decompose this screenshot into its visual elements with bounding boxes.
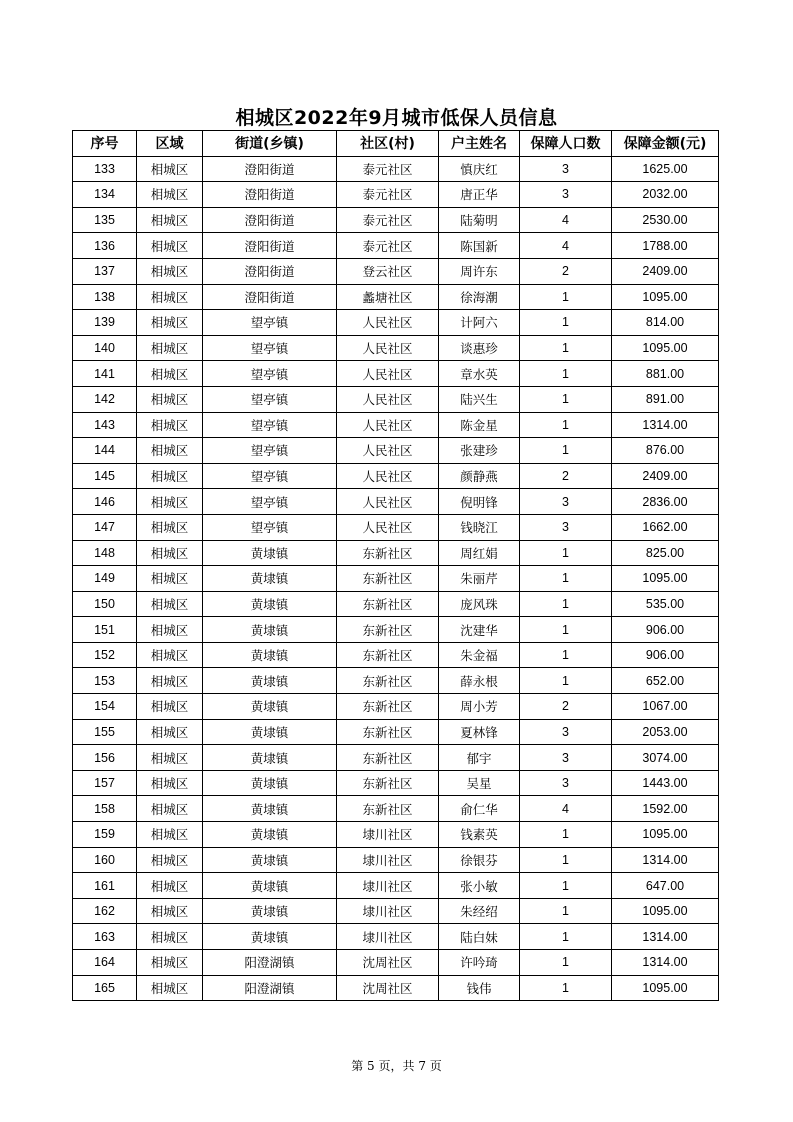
cell-persons: 1 xyxy=(520,540,612,566)
cell-persons: 1 xyxy=(520,335,612,361)
cell-street: 黄埭镇 xyxy=(203,694,337,720)
cell-community: 泰元社区 xyxy=(337,233,439,259)
cell-householder: 俞仁华 xyxy=(439,796,520,822)
table-row xyxy=(73,694,719,720)
table-row xyxy=(73,310,719,336)
cell-community: 埭川社区 xyxy=(337,924,439,950)
cell-persons: 4 xyxy=(520,796,612,822)
cell-community: 东新社区 xyxy=(337,796,439,822)
table-row xyxy=(73,412,719,438)
table-row xyxy=(73,361,719,387)
cell-persons: 1 xyxy=(520,284,612,310)
cell-street: 黄埭镇 xyxy=(203,591,337,617)
cell-index: 149 xyxy=(73,566,137,592)
cell-district: 相城区 xyxy=(137,770,203,796)
cell-community: 人民社区 xyxy=(337,386,439,412)
cell-community: 人民社区 xyxy=(337,438,439,464)
cell-district: 相城区 xyxy=(137,975,203,1001)
cell-householder: 颜静燕 xyxy=(439,463,520,489)
cell-street: 望亭镇 xyxy=(203,335,337,361)
cell-community: 埭川社区 xyxy=(337,873,439,899)
cell-community: 登云社区 xyxy=(337,258,439,284)
cell-householder: 朱经绍 xyxy=(439,898,520,924)
cell-community: 埭川社区 xyxy=(337,822,439,848)
cell-street: 黄埭镇 xyxy=(203,873,337,899)
cell-community: 东新社区 xyxy=(337,668,439,694)
cell-index: 161 xyxy=(73,873,137,899)
cell-persons: 1 xyxy=(520,438,612,464)
cell-community: 泰元社区 xyxy=(337,182,439,208)
cell-street: 望亭镇 xyxy=(203,489,337,515)
cell-persons: 1 xyxy=(520,950,612,976)
cell-community: 人民社区 xyxy=(337,489,439,515)
cell-street: 黄埭镇 xyxy=(203,540,337,566)
cell-district: 相城区 xyxy=(137,284,203,310)
cell-street: 澄阳街道 xyxy=(203,182,337,208)
table-row xyxy=(73,284,719,310)
cell-persons: 1 xyxy=(520,668,612,694)
cell-amount: 891.00 xyxy=(612,386,719,412)
cell-district: 相城区 xyxy=(137,924,203,950)
cell-amount: 1443.00 xyxy=(612,770,719,796)
header-amount: 保障金额(元) xyxy=(612,131,719,157)
cell-persons: 1 xyxy=(520,412,612,438)
cell-householder: 钱晓江 xyxy=(439,514,520,540)
cell-index: 154 xyxy=(73,694,137,720)
cell-index: 147 xyxy=(73,514,137,540)
cell-persons: 3 xyxy=(520,745,612,771)
cell-amount: 2409.00 xyxy=(612,463,719,489)
cell-persons: 3 xyxy=(520,156,612,182)
cell-index: 158 xyxy=(73,796,137,822)
cell-householder: 徐海潮 xyxy=(439,284,520,310)
cell-householder: 许吟琦 xyxy=(439,950,520,976)
cell-householder: 计阿六 xyxy=(439,310,520,336)
cell-district: 相城区 xyxy=(137,617,203,643)
header-index: 序号 xyxy=(73,131,137,157)
cell-amount: 1095.00 xyxy=(612,898,719,924)
cell-amount: 1095.00 xyxy=(612,975,719,1001)
cell-district: 相城区 xyxy=(137,822,203,848)
cell-community: 人民社区 xyxy=(337,335,439,361)
cell-community: 埭川社区 xyxy=(337,898,439,924)
cell-street: 澄阳街道 xyxy=(203,258,337,284)
cell-street: 阳澄湖镇 xyxy=(203,950,337,976)
cell-index: 142 xyxy=(73,386,137,412)
table-row xyxy=(73,822,719,848)
cell-amount: 1314.00 xyxy=(612,847,719,873)
cell-persons: 3 xyxy=(520,770,612,796)
cell-street: 望亭镇 xyxy=(203,310,337,336)
cell-street: 黄埭镇 xyxy=(203,668,337,694)
cell-district: 相城区 xyxy=(137,566,203,592)
cell-persons: 1 xyxy=(520,924,612,950)
cell-community: 人民社区 xyxy=(337,412,439,438)
cell-street: 望亭镇 xyxy=(203,386,337,412)
cell-community: 泰元社区 xyxy=(337,207,439,233)
cell-index: 134 xyxy=(73,182,137,208)
cell-persons: 3 xyxy=(520,514,612,540)
cell-district: 相城区 xyxy=(137,335,203,361)
cell-street: 望亭镇 xyxy=(203,438,337,464)
cell-district: 相城区 xyxy=(137,745,203,771)
table-header-row xyxy=(73,131,719,157)
table-row xyxy=(73,847,719,873)
table-row xyxy=(73,898,719,924)
cell-amount: 825.00 xyxy=(612,540,719,566)
cell-householder: 陈国新 xyxy=(439,233,520,259)
cell-index: 141 xyxy=(73,361,137,387)
cell-street: 黄埭镇 xyxy=(203,770,337,796)
cell-amount: 1592.00 xyxy=(612,796,719,822)
cell-community: 东新社区 xyxy=(337,591,439,617)
cell-index: 133 xyxy=(73,156,137,182)
cell-index: 139 xyxy=(73,310,137,336)
cell-index: 150 xyxy=(73,591,137,617)
cell-amount: 1625.00 xyxy=(612,156,719,182)
table-row xyxy=(73,540,719,566)
cell-amount: 906.00 xyxy=(612,642,719,668)
table-row xyxy=(73,642,719,668)
cell-householder: 周许东 xyxy=(439,258,520,284)
cell-index: 135 xyxy=(73,207,137,233)
cell-street: 阳澄湖镇 xyxy=(203,975,337,1001)
cell-persons: 2 xyxy=(520,258,612,284)
cell-householder: 张小敏 xyxy=(439,873,520,899)
cell-street: 望亭镇 xyxy=(203,463,337,489)
cell-district: 相城区 xyxy=(137,540,203,566)
table-row xyxy=(73,668,719,694)
cell-street: 黄埭镇 xyxy=(203,796,337,822)
cell-amount: 881.00 xyxy=(612,361,719,387)
table-row xyxy=(73,156,719,182)
cell-persons: 2 xyxy=(520,694,612,720)
cell-community: 埭川社区 xyxy=(337,847,439,873)
cell-householder: 章水英 xyxy=(439,361,520,387)
cell-street: 黄埭镇 xyxy=(203,924,337,950)
cell-district: 相城区 xyxy=(137,233,203,259)
cell-community: 东新社区 xyxy=(337,694,439,720)
cell-community: 人民社区 xyxy=(337,514,439,540)
header-householder: 户主姓名 xyxy=(439,131,520,157)
cell-amount: 1662.00 xyxy=(612,514,719,540)
header-community: 社区(村) xyxy=(337,131,439,157)
header-street: 街道(乡镇) xyxy=(203,131,337,157)
cell-persons: 1 xyxy=(520,566,612,592)
cell-index: 143 xyxy=(73,412,137,438)
cell-householder: 唐正华 xyxy=(439,182,520,208)
cell-amount: 1095.00 xyxy=(612,566,719,592)
cell-district: 相城区 xyxy=(137,489,203,515)
page-title: 相城区2022年9月城市低保人员信息 xyxy=(235,107,558,129)
cell-amount: 652.00 xyxy=(612,668,719,694)
table-row xyxy=(73,796,719,822)
cell-community: 人民社区 xyxy=(337,310,439,336)
cell-householder: 夏林锋 xyxy=(439,719,520,745)
table-row xyxy=(73,233,719,259)
cell-amount: 876.00 xyxy=(612,438,719,464)
cell-householder: 陈金星 xyxy=(439,412,520,438)
table-row xyxy=(73,975,719,1001)
cell-district: 相城区 xyxy=(137,591,203,617)
cell-index: 144 xyxy=(73,438,137,464)
cell-persons: 4 xyxy=(520,233,612,259)
table-body xyxy=(73,156,719,1001)
cell-householder: 张建珍 xyxy=(439,438,520,464)
cell-persons: 1 xyxy=(520,873,612,899)
cell-street: 黄埭镇 xyxy=(203,898,337,924)
cell-community: 蠡塘社区 xyxy=(337,284,439,310)
cell-street: 黄埭镇 xyxy=(203,617,337,643)
cell-amount: 2053.00 xyxy=(612,719,719,745)
cell-amount: 2032.00 xyxy=(612,182,719,208)
cell-householder: 陆菊明 xyxy=(439,207,520,233)
table-row xyxy=(73,745,719,771)
cell-district: 相城区 xyxy=(137,182,203,208)
cell-persons: 3 xyxy=(520,719,612,745)
cell-district: 相城区 xyxy=(137,719,203,745)
cell-amount: 1314.00 xyxy=(612,924,719,950)
cell-index: 153 xyxy=(73,668,137,694)
cell-community: 东新社区 xyxy=(337,745,439,771)
cell-community: 东新社区 xyxy=(337,566,439,592)
cell-district: 相城区 xyxy=(137,438,203,464)
table-row xyxy=(73,566,719,592)
table-row xyxy=(73,463,719,489)
cell-householder: 薛永根 xyxy=(439,668,520,694)
cell-community: 东新社区 xyxy=(337,617,439,643)
table-row xyxy=(73,386,719,412)
cell-street: 澄阳街道 xyxy=(203,284,337,310)
cell-district: 相城区 xyxy=(137,463,203,489)
cell-index: 140 xyxy=(73,335,137,361)
cell-householder: 钱素英 xyxy=(439,822,520,848)
table-row xyxy=(73,591,719,617)
page-footer: 第 5 页，共 7 页 xyxy=(351,1059,442,1073)
table-row xyxy=(73,489,719,515)
cell-district: 相城区 xyxy=(137,873,203,899)
cell-amount: 1067.00 xyxy=(612,694,719,720)
cell-community: 沈周社区 xyxy=(337,950,439,976)
cell-amount: 1314.00 xyxy=(612,950,719,976)
cell-persons: 1 xyxy=(520,310,612,336)
cell-index: 151 xyxy=(73,617,137,643)
table-row xyxy=(73,950,719,976)
cell-index: 155 xyxy=(73,719,137,745)
cell-district: 相城区 xyxy=(137,207,203,233)
cell-community: 东新社区 xyxy=(337,540,439,566)
table-row xyxy=(73,719,719,745)
cell-district: 相城区 xyxy=(137,310,203,336)
table-row xyxy=(73,258,719,284)
table-row xyxy=(73,438,719,464)
cell-street: 澄阳街道 xyxy=(203,207,337,233)
cell-householder: 陆白妹 xyxy=(439,924,520,950)
cell-street: 望亭镇 xyxy=(203,514,337,540)
cell-amount: 2530.00 xyxy=(612,207,719,233)
cell-street: 黄埭镇 xyxy=(203,566,337,592)
cell-district: 相城区 xyxy=(137,412,203,438)
cell-persons: 1 xyxy=(520,361,612,387)
cell-index: 146 xyxy=(73,489,137,515)
cell-index: 145 xyxy=(73,463,137,489)
cell-persons: 3 xyxy=(520,182,612,208)
cell-district: 相城区 xyxy=(137,514,203,540)
cell-householder: 谈惠珍 xyxy=(439,335,520,361)
cell-index: 162 xyxy=(73,898,137,924)
cell-index: 156 xyxy=(73,745,137,771)
cell-amount: 1788.00 xyxy=(612,233,719,259)
header-persons: 保障人口数 xyxy=(520,131,612,157)
cell-persons: 2 xyxy=(520,463,612,489)
cell-householder: 朱金福 xyxy=(439,642,520,668)
cell-district: 相城区 xyxy=(137,642,203,668)
table-row xyxy=(73,770,719,796)
table-row xyxy=(73,335,719,361)
cell-householder: 周红娟 xyxy=(439,540,520,566)
cell-amount: 2836.00 xyxy=(612,489,719,515)
cell-district: 相城区 xyxy=(137,668,203,694)
cell-index: 160 xyxy=(73,847,137,873)
cell-persons: 1 xyxy=(520,822,612,848)
cell-street: 黄埭镇 xyxy=(203,745,337,771)
cell-amount: 1095.00 xyxy=(612,822,719,848)
cell-amount: 2409.00 xyxy=(612,258,719,284)
table-row xyxy=(73,514,719,540)
cell-street: 黄埭镇 xyxy=(203,642,337,668)
cell-street: 黄埭镇 xyxy=(203,719,337,745)
cell-community: 沈周社区 xyxy=(337,975,439,1001)
table-row xyxy=(73,207,719,233)
cell-amount: 3074.00 xyxy=(612,745,719,771)
cell-amount: 906.00 xyxy=(612,617,719,643)
cell-householder: 朱丽芹 xyxy=(439,566,520,592)
cell-amount: 647.00 xyxy=(612,873,719,899)
cell-persons: 4 xyxy=(520,207,612,233)
cell-community: 东新社区 xyxy=(337,770,439,796)
cell-amount: 1314.00 xyxy=(612,412,719,438)
cell-amount: 1095.00 xyxy=(612,335,719,361)
cell-street: 澄阳街道 xyxy=(203,233,337,259)
cell-district: 相城区 xyxy=(137,847,203,873)
cell-persons: 1 xyxy=(520,642,612,668)
cell-householder: 慎庆红 xyxy=(439,156,520,182)
cell-persons: 1 xyxy=(520,975,612,1001)
cell-householder: 陆兴生 xyxy=(439,386,520,412)
cell-district: 相城区 xyxy=(137,950,203,976)
cell-index: 164 xyxy=(73,950,137,976)
cell-householder: 徐银芬 xyxy=(439,847,520,873)
table-row xyxy=(73,873,719,899)
cell-district: 相城区 xyxy=(137,386,203,412)
cell-persons: 1 xyxy=(520,386,612,412)
cell-district: 相城区 xyxy=(137,694,203,720)
cell-persons: 1 xyxy=(520,847,612,873)
cell-householder: 倪明锋 xyxy=(439,489,520,515)
cell-persons: 1 xyxy=(520,617,612,643)
table-row xyxy=(73,924,719,950)
table-row xyxy=(73,617,719,643)
cell-street: 黄埭镇 xyxy=(203,822,337,848)
cell-community: 东新社区 xyxy=(337,642,439,668)
cell-householder: 周小芳 xyxy=(439,694,520,720)
cell-index: 152 xyxy=(73,642,137,668)
cell-district: 相城区 xyxy=(137,156,203,182)
cell-district: 相城区 xyxy=(137,258,203,284)
cell-amount: 814.00 xyxy=(612,310,719,336)
cell-index: 148 xyxy=(73,540,137,566)
cell-householder: 郁宇 xyxy=(439,745,520,771)
cell-community: 人民社区 xyxy=(337,361,439,387)
cell-index: 136 xyxy=(73,233,137,259)
cell-index: 165 xyxy=(73,975,137,1001)
cell-index: 157 xyxy=(73,770,137,796)
cell-street: 望亭镇 xyxy=(203,412,337,438)
cell-amount: 535.00 xyxy=(612,591,719,617)
cell-community: 东新社区 xyxy=(337,719,439,745)
cell-index: 159 xyxy=(73,822,137,848)
cell-district: 相城区 xyxy=(137,796,203,822)
cell-street: 黄埭镇 xyxy=(203,847,337,873)
cell-index: 163 xyxy=(73,924,137,950)
cell-community: 人民社区 xyxy=(337,463,439,489)
table-row xyxy=(73,182,719,208)
cell-district: 相城区 xyxy=(137,898,203,924)
cell-persons: 3 xyxy=(520,489,612,515)
cell-householder: 庞风珠 xyxy=(439,591,520,617)
cell-persons: 1 xyxy=(520,591,612,617)
header-district: 区域 xyxy=(137,131,203,157)
cell-index: 137 xyxy=(73,258,137,284)
cell-district: 相城区 xyxy=(137,361,203,387)
cell-street: 澄阳街道 xyxy=(203,156,337,182)
recipients-table xyxy=(72,130,719,1001)
cell-index: 138 xyxy=(73,284,137,310)
cell-amount: 1095.00 xyxy=(612,284,719,310)
cell-persons: 1 xyxy=(520,898,612,924)
cell-community: 泰元社区 xyxy=(337,156,439,182)
cell-street: 望亭镇 xyxy=(203,361,337,387)
cell-householder: 钱伟 xyxy=(439,975,520,1001)
cell-householder: 吴星 xyxy=(439,770,520,796)
cell-householder: 沈建华 xyxy=(439,617,520,643)
